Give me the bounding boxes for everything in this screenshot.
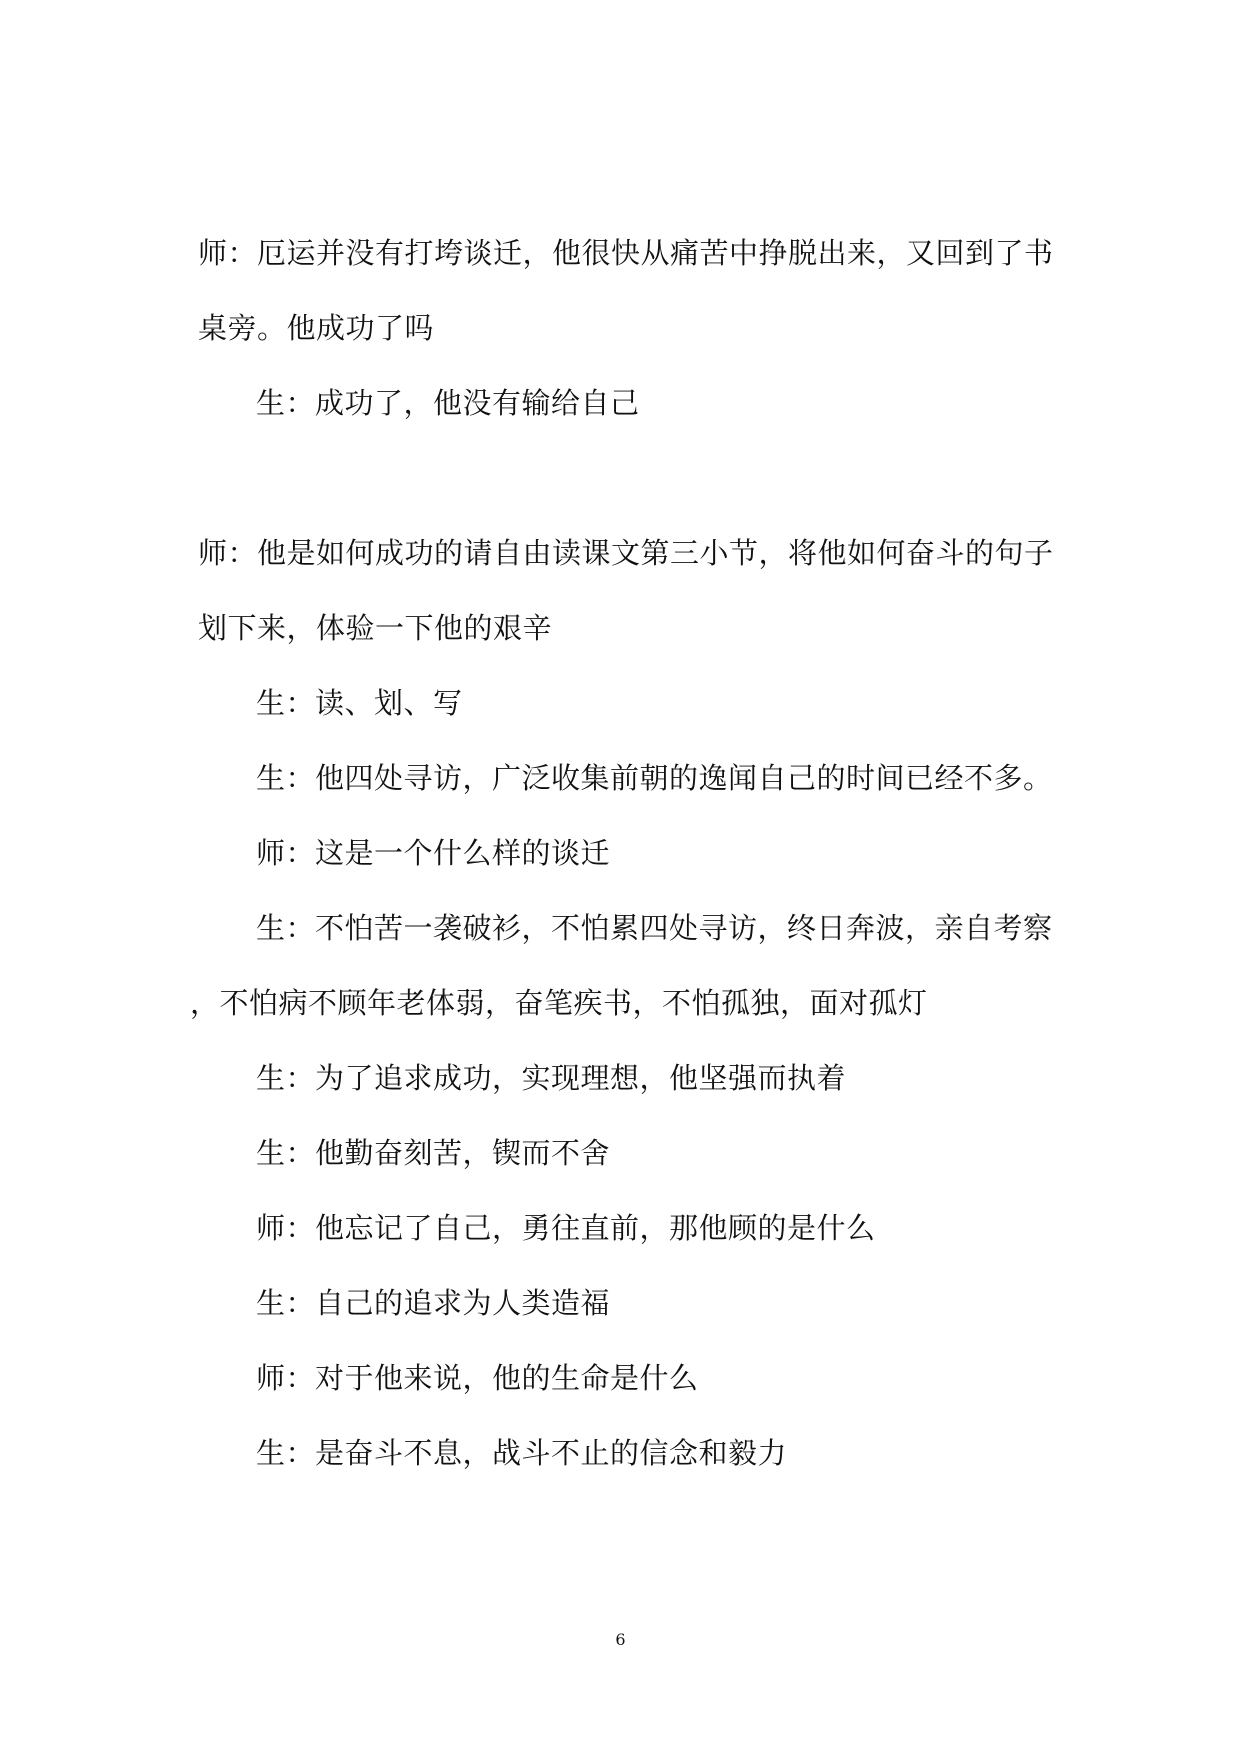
paragraph-line: 生：为了追求成功，实现理想，他坚强而执着: [256, 1061, 847, 1095]
page-number: 6: [615, 1630, 626, 1649]
paragraph-line: 生：成功了，他没有输给自己: [256, 386, 640, 420]
paragraph-line: 生：自己的追求为人类造福: [256, 1286, 611, 1320]
paragraph-line: 桌旁。他成功了吗: [198, 311, 435, 345]
paragraph-line: 划下来，体验一下他的艰辛: [198, 611, 553, 645]
paragraph-line: 师：这是一个什么样的谈迁: [256, 836, 611, 870]
paragraph-line: 师：厄运并没有打垮谈迁，他很快从痛苦中挣脱出来，又回到了书: [198, 236, 1054, 270]
paragraph-line: 师：他忘记了自己，勇往直前，那他顾的是什么: [256, 1211, 876, 1245]
paragraph-line: 生：不怕苦一袭破衫，不怕累四处寻访，终日奔波，亲自考察: [256, 911, 1053, 945]
paragraph-line: 师：对于他来说，他的生命是什么: [256, 1361, 699, 1395]
paragraph-line: 生：是奋斗不息，战斗不止的信念和毅力: [256, 1436, 788, 1470]
paragraph-line: 生：他四处寻访，广泛收集前朝的逸闻自己的时间已经不多。: [256, 761, 1053, 795]
paragraph-line: 生：读、划、写: [256, 686, 463, 720]
paragraph-line: 师：他是如何成功的请自由读课文第三小节，将他如何奋斗的句子: [198, 536, 1054, 570]
paragraph-line: 生：他勤奋刻苦，锲而不舍: [256, 1136, 611, 1170]
paragraph-line: ，不怕病不顾年老体弱，奋笔疾书，不怕孤独，面对孤灯: [190, 986, 928, 1020]
